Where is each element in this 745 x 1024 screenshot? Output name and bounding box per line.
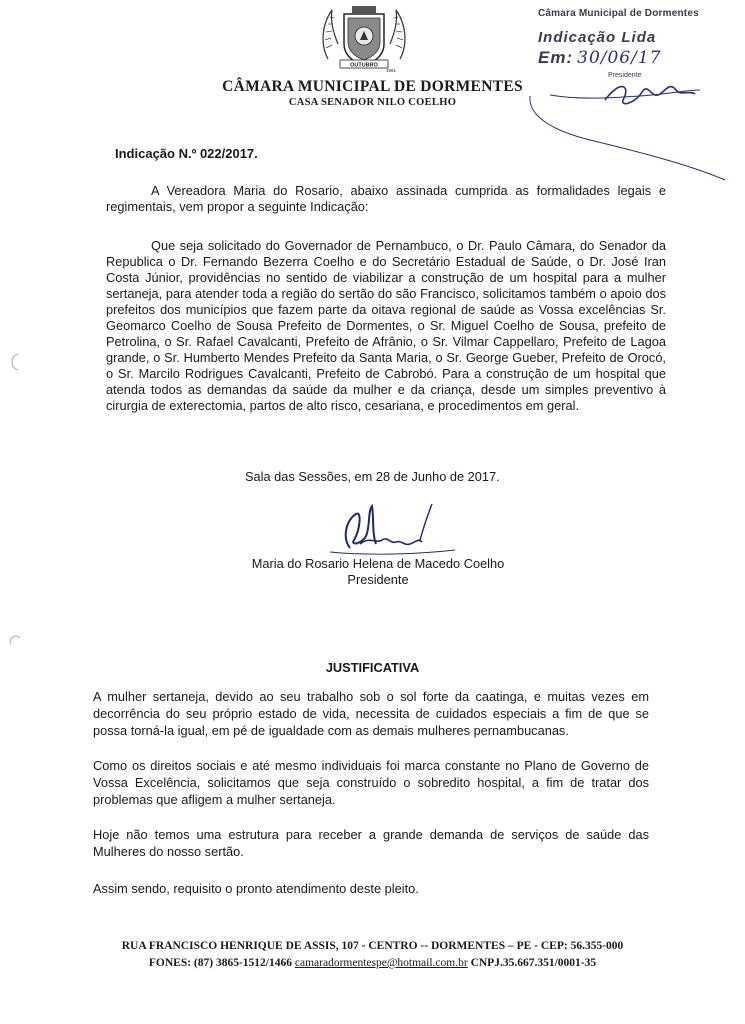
justification-heading: JUSTIFICATIVA [325,660,420,675]
justification-paragraph-1: A mulher sertaneja, devido ao seu trabalho sob o sol forte da caatinga, e muitas vezes em decorrência do seu próprio estado de vida, necessita de cuidados especiais a fim de que se possa torná-la igual, em pé de igualdade com as demais mulheres pernambucanas. [93,689,649,738]
stamp-chamber-name: Câmara Municipal de Dormentes [538,8,699,19]
signature-block [228,556,528,588]
footer-address: RUA FRANCISCO HENRIQUE DE ASSIS, 107 - CENTRO -- DORMENTES – PE - CEP: 56.355-000 [121,940,624,952]
body-paragraph: Que seja solicitado do Governador de Pernambuco, o Dr. Paulo Câmara, do Senador da Republica o Dr. Fernando Bezerra Coelho e do Secretário Estadual de Saúde, o Dr. José Iran Costa Júnior, providências no sentido de viabilizar a construção de um hospital para a mulher sertaneja, para atender toda a região do sertão do são Francisco, solicitamos também o apoio dos prefeitos dos municípios que fazem parte da oitava regional de saúde as Vossa excelências Sr. Geomarco Coelho de Sousa Prefeito de Dormentes, o Sr. Miguel Coelho de Sousa, prefeito de Petrolina, o Sr. Rafael Cavalcanti, Prefeito de Afrânio, o Sr. Vilmar Cappellaro, Prefeito de Lagoa grande, o Sr. Humberto Mendes Prefeito da Santa Maria, o Sr. George Gueber, Prefeito de Orocó, o Sr. Marcilo Rodrigues Cavalcanti, Prefeito de Cabrobó. Para a construção de um hospital que atenda todos as demandas da saúde da mulher e da criança, desde um simples preventivo à cirurgia de exterectomia, partos de alto risco, cesariana, e procedimentos em geral. [106,238,666,413]
stamp-date-prefix: Em: [538,48,574,67]
justification-paragraph-4: Assim sendo, requisito o pronto atendimento deste pleito. [93,881,419,896]
footer-email-link[interactable]: camaradormentespe@hotmail.com.br [294,957,468,969]
page-title: CÂMARA MUNICIPAL DE DORMENTES [222,78,523,95]
footer-phones: FONES: (87) 3865-1512/1466 [148,957,292,969]
location-date: Sala das Sessões, em 28 de Junho de 2017. [245,469,500,484]
punch-hole-mark [6,352,22,372]
stamp-signer-role: Presidente [608,72,642,79]
signer-role: Presidente [347,572,409,587]
punch-hole-mark [6,630,22,650]
stamp-status: Indicação Lida [538,29,657,46]
justification-paragraph-3: Hoje não temos uma estrutura para receber a grande demanda de serviços de saúde das Mulheres do nosso sertão. [93,827,649,859]
indication-number: Indicação N.º 022/2017. [115,146,258,161]
municipal-crest-logo [318,4,410,74]
signer-name: Maria do Rosario Helena de Macedo Coelho [251,556,505,571]
justification-paragraph-2: Como os direitos sociais e até mesmo individuais foi marca constante no Plano de Governo de Vossa Excelência, solicitamos que seja construído o sobredito hospital, a fim de tratar dos problemas que afligem a mulher sertaneja. [93,758,649,807]
footer-contact [0,957,745,969]
page-subtitle: CASA SENADOR NILO COELHO [288,97,457,108]
footer-cnpj: CNPJ.35.667.351/0001-35 [470,957,597,969]
stamp-date-handwritten: 30/06/17 [577,48,662,68]
crest-banner-text: OUTUBRO [350,62,378,69]
crest-year-text: 1991 [386,68,397,73]
intro-paragraph: A Vereadora Maria do Rosario, abaixo assinada cumprida as formalidades legais e regimentais, vem propor a seguinte Indicação: [106,183,666,214]
handwritten-signature [320,500,460,560]
